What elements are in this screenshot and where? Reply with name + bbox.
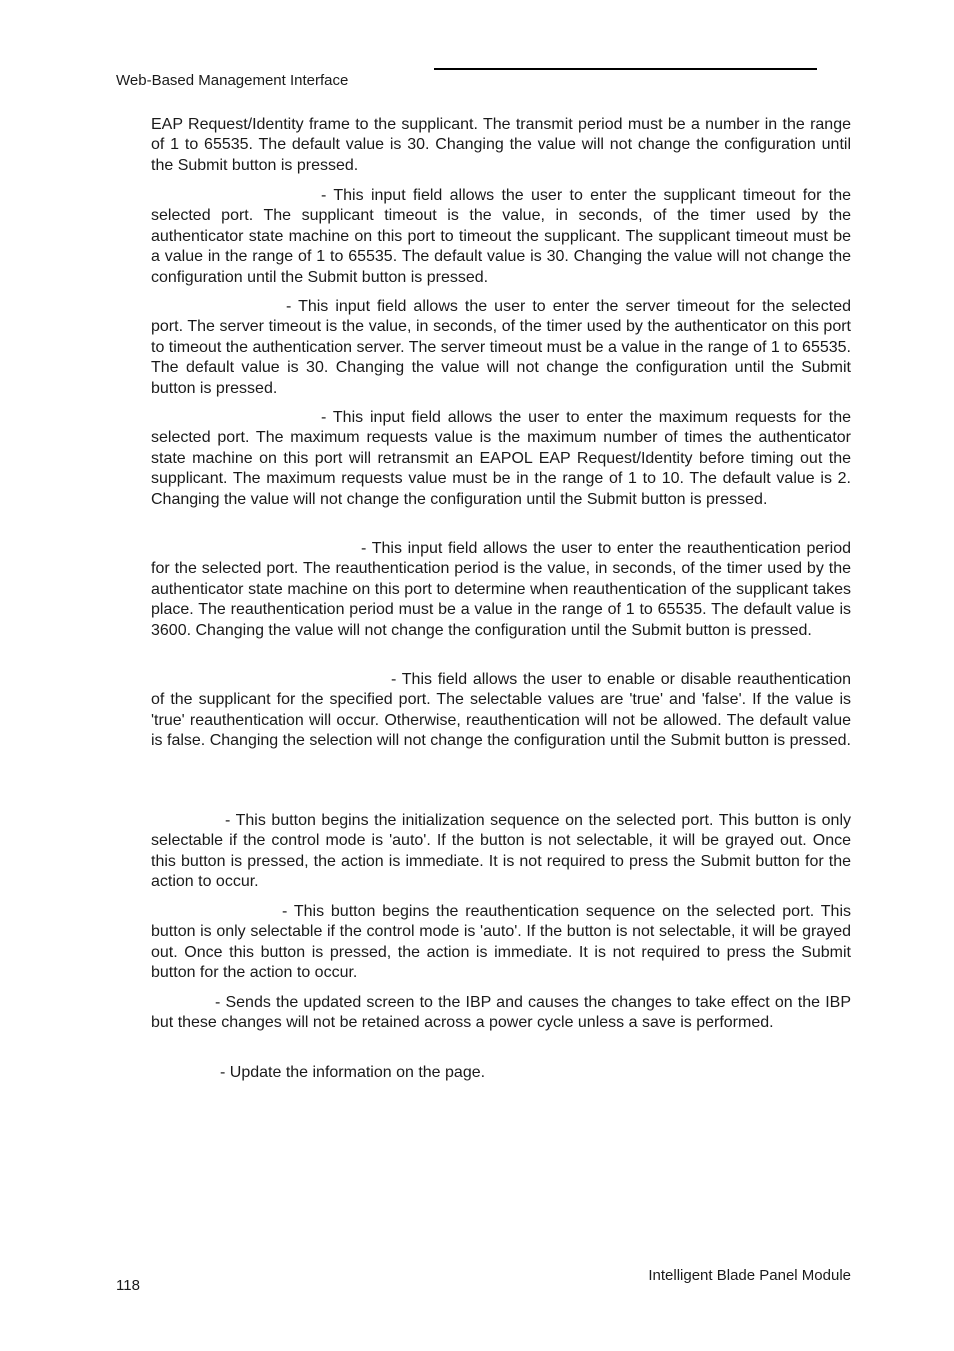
paragraph-supplicant-timeout	[151, 186, 851, 288]
paragraph-refresh-button	[151, 1063, 851, 1083]
paragraph-text: - This input field allows the user to enter the reauthentication period for the selected port. The reauthentication period is the value, in seconds, of the timer used by the authenticator state machine on this port to determine when reauthentication of the supplicant takes place. The reauthentication period must be a value in the range of 1 to 65535. The default value is 3600. Changing the value will not change the configuration until the Submit button is pressed.	[151, 540, 851, 639]
paragraph-reauthentication-enabled	[151, 670, 851, 752]
paragraph-text: - This field allows the user to enable or disable reauthentication of the supplicant for the specified port. The selectable values are 'true' and 'false'. If the value is 'true' reauthentication will occur. Otherwise, reauthentication will not be allowed. The default value is false. Changing the selection will not change the configuration until the Submit button is pressed.	[151, 671, 851, 750]
paragraph-reauthentication-period	[151, 539, 851, 641]
page-number: 118	[116, 1277, 140, 1294]
paragraph-text: - Update the information on the page.	[220, 1064, 486, 1081]
header-rule	[434, 68, 817, 70]
footer-product-title: Intelligent Blade Panel Module	[648, 1267, 851, 1284]
paragraph-initialize-button	[151, 811, 851, 893]
paragraph-text: - This button begins the initialization sequence on the selected port. This button is only selectable if the control mode is 'auto'. If the button is not selectable, it will be grayed out. Once this button is pressed, the action is immediate. It is not required to press the Submit button for the action to occur.	[151, 812, 851, 891]
paragraph-reauthenticate-button	[151, 902, 851, 984]
paragraph-text: EAP Request/Identity frame to the supplicant. The transmit period must be a number in the range of 1 to 65535. The default value is 30. Changing the value will not change the configuration until the Submit button is pressed.	[151, 116, 851, 174]
paragraph-submit-button	[151, 993, 851, 1034]
paragraph-text: - This button begins the reauthentication sequence on the selected port. This button is only selectable if the control mode is 'auto'. If the button is not selectable, it will be grayed out. Once this button is pressed, the action is immediate. It is not required to press the Submit button for the action to occur.	[151, 903, 851, 982]
paragraph-text: - Sends the updated screen to the IBP and causes the changes to take effect on the IBP but these changes will not be retained across a power cycle unless a save is performed.	[151, 994, 851, 1032]
paragraph-transmit-period-continued	[151, 115, 851, 176]
paragraph-server-timeout	[151, 297, 851, 399]
paragraph-maximum-requests	[151, 408, 851, 510]
paragraph-text: - This input field allows the user to enter the maximum requests for the selected port. The maximum requests value is the maximum number of times the authenticator state machine on this port will retransmit an EAPOL EAP Request/Identity before timing out the supplicant. The maximum requests value must be in the range of 1 to 10. The default value is 2. Changing the value will not change the configuration until the Submit button is pressed.	[151, 409, 851, 508]
running-header-title: Web-Based Management Interface	[116, 72, 349, 89]
paragraph-text: - This input field allows the user to enter the server timeout for the selected port. The server timeout is the value, in seconds, of the timer used by the authenticator on this port to timeout the authentication server. The server timeout must be a value in the range of 1 to 65535. The default value is 30. Changing the value will not change the configuration until the Submit button is pressed.	[151, 298, 851, 397]
paragraph-text: - This input field allows the user to enter the supplicant timeout for the selected port. The supplicant timeout is the value, in seconds, of the timer used by the authenticator state machine on this port to timeout the supplicant. The supplicant timeout must be a value in the range of 1 to 65535. The default value is 30. Changing the value will not change the configuration until the Submit button is pressed.	[151, 187, 851, 286]
